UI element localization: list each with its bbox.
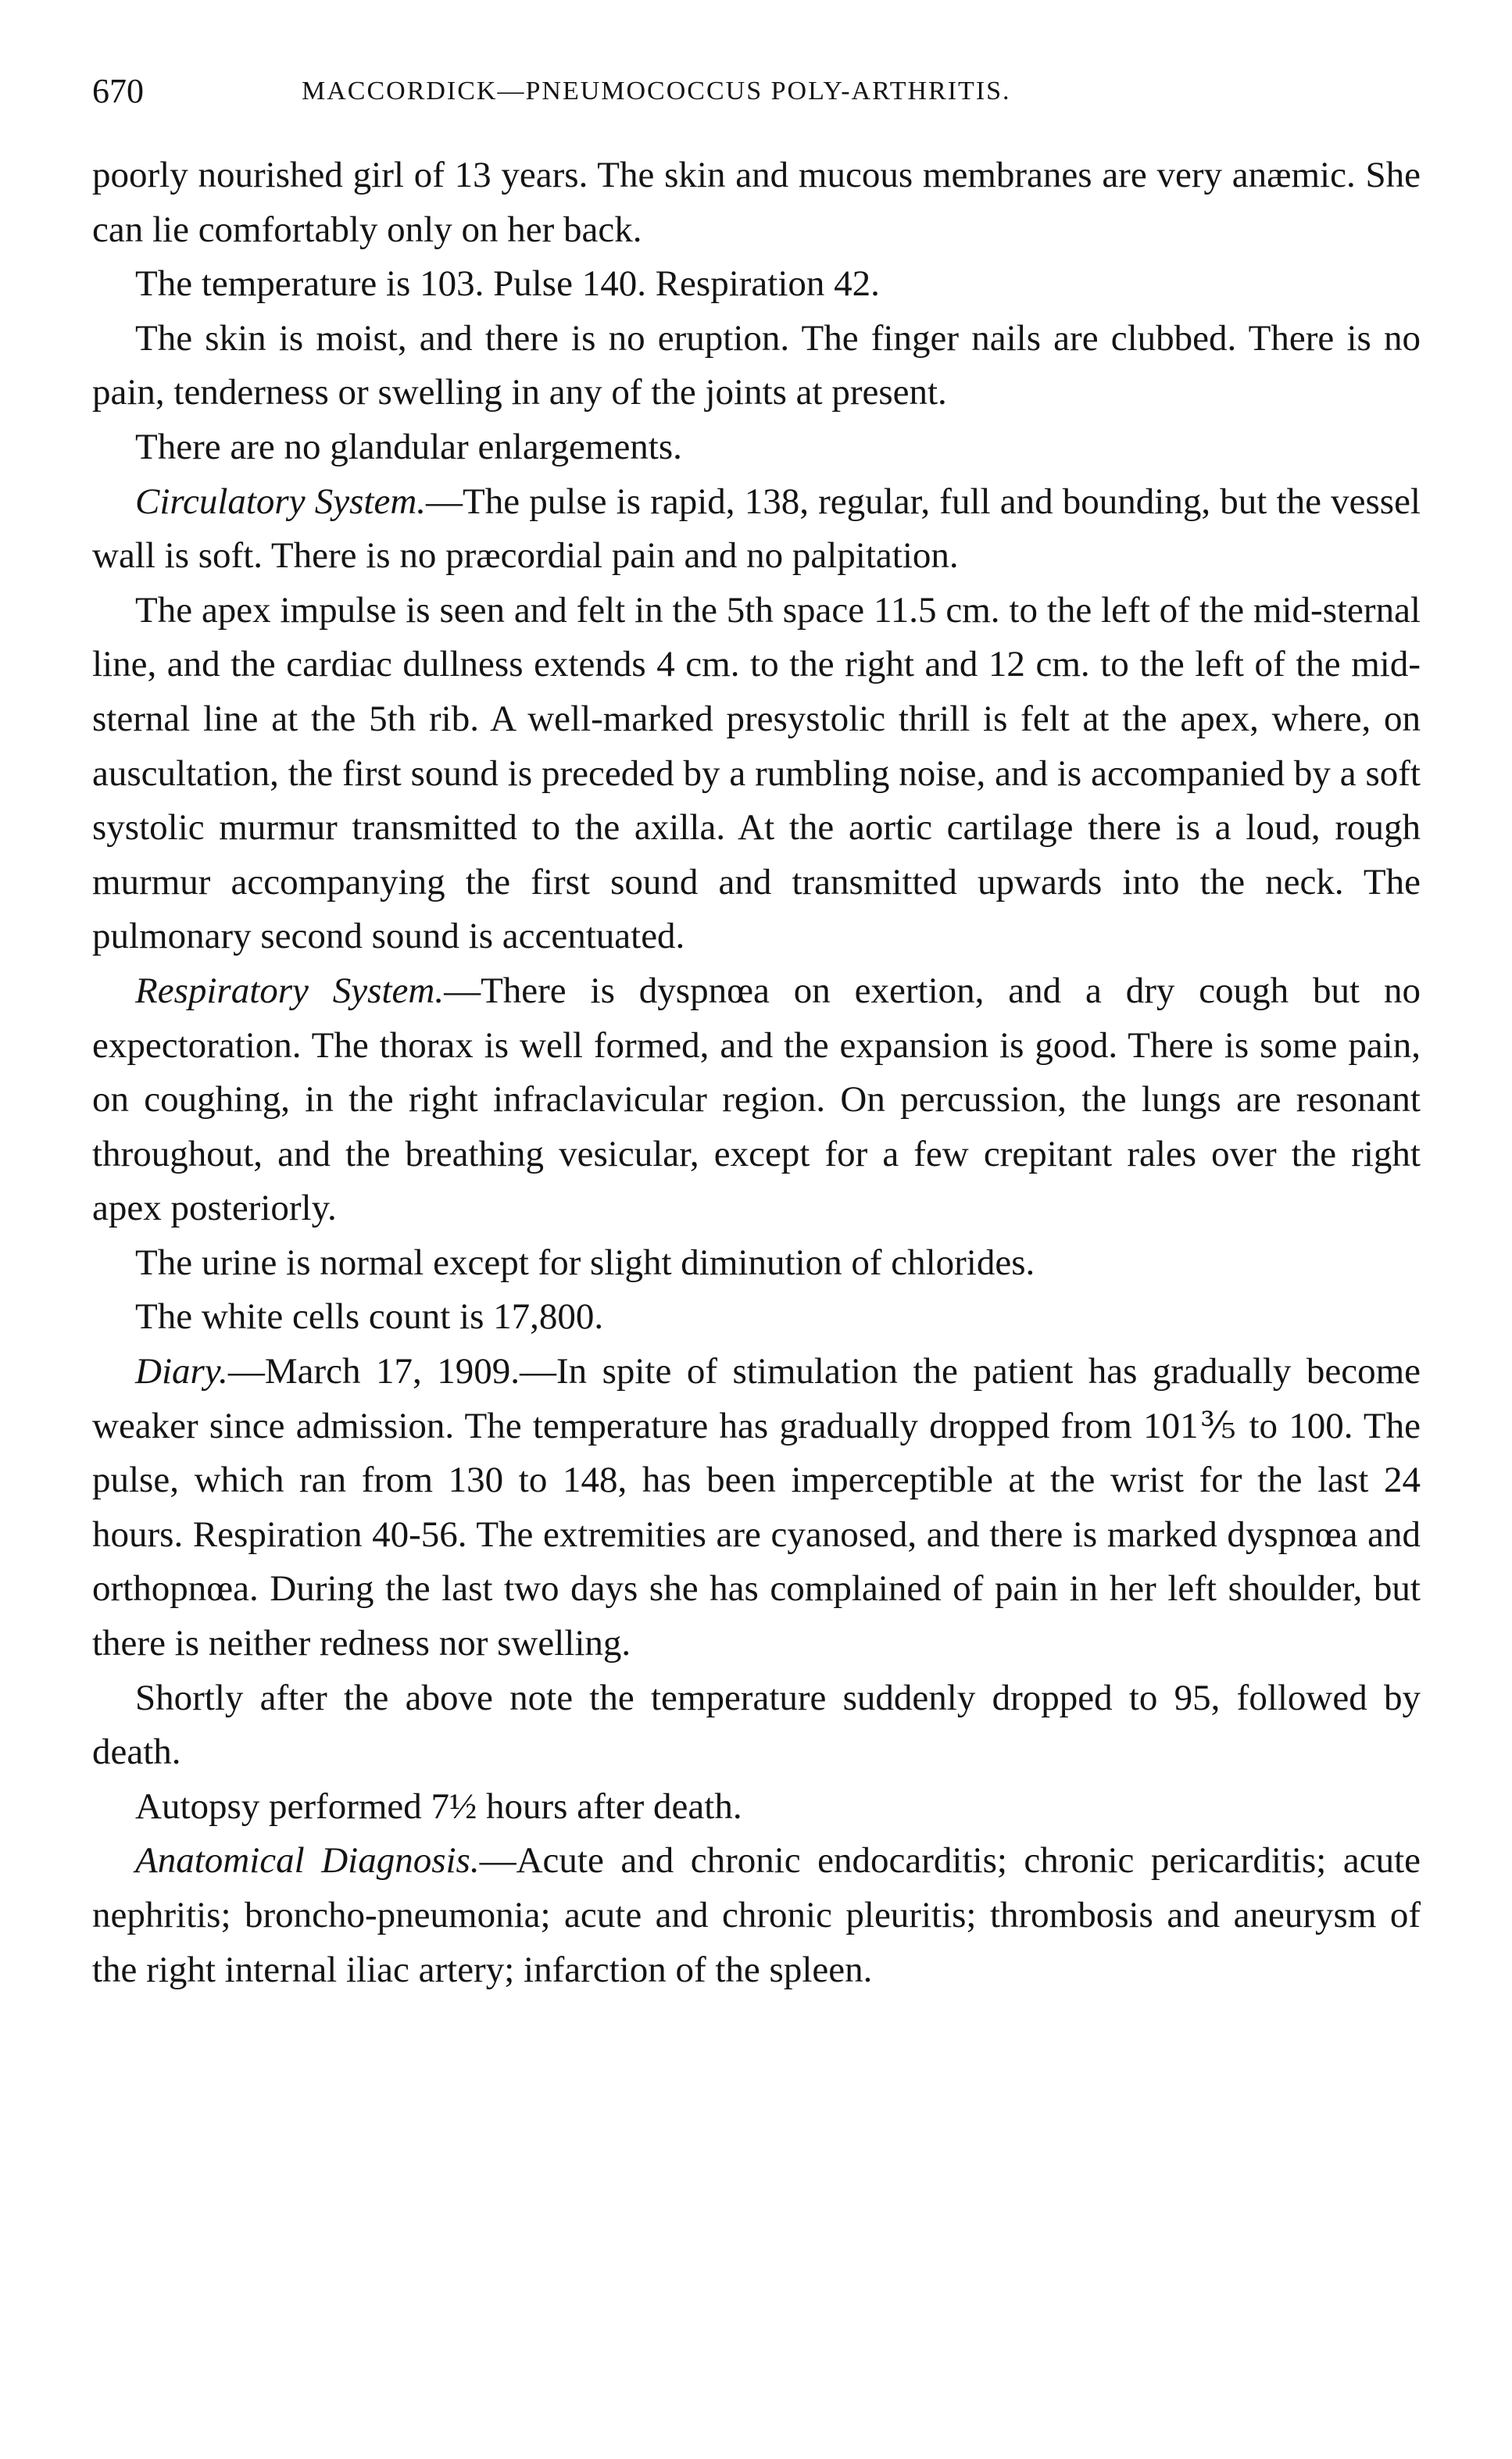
- paragraph: Respiratory System.—There is dyspnœa on exertion, and a dry cough but no expectoration. The thorax is well formed, and the expansion is good. There is some pain, on coughing, in the right infraclavicular region. On percussion, the lungs are resonant throughout, and the breathing vesicular, except for a few crepitant rales over the right apex posteriorly.: [92, 970, 1421, 1229]
- paragraph: There are no glandular enlargements.: [135, 426, 682, 467]
- page-header: [92, 64, 1421, 119]
- paragraph: Shortly after the above note the temperature suddenly dropped to 95, followed by death.: [92, 1677, 1421, 1773]
- paragraph: The white cells count is 17,800.: [135, 1296, 604, 1338]
- running-head: MACCORDICK—PNEUMOCOCCUS POLY-ARTHRITIS.: [302, 77, 1011, 105]
- paragraph: The urine is normal except for slight diminution of chlorides.: [135, 1242, 1035, 1283]
- paragraph: Diary.—March 17, 1909.—In spite of stimulation the patient has gradually become weaker since admission. The temperature has gradually dropped from 101⅗ to 100. The pulse, which ran from 130 to 148, has been imperceptible at the wrist for the last 24 hours. Respiration 40-56. The extremities are cyanosed, and there is marked dyspnœa and orthopnœa. During the last two days she has complained of pain in her left shoulder, but there is neither redness nor swelling.: [92, 1351, 1421, 1664]
- section-lead-respiratory: Respiratory System.: [135, 970, 445, 1011]
- section-lead-anatomical: Anatomical Diagnosis.: [135, 1840, 480, 1882]
- section-lead-diary: Diary.: [135, 1351, 228, 1392]
- paragraph: Anatomical Diagnosis.—Acute and chronic endocarditis; chronic pericarditis; acute nephritis; broncho-pneumonia; acute and chronic pleuritis; thrombosis and aneurysm of the right internal iliac artery; infarction of the spleen.: [92, 1840, 1421, 1990]
- page-number: 670: [92, 72, 144, 110]
- paragraph: Circulatory System.—The pulse is rapid, 138, regular, full and bounding, but the vessel wall is soft. There is no præcordial pain and no palpitation.: [92, 481, 1421, 577]
- paragraph: The apex impulse is seen and felt in the 5th space 11.5 cm. to the left of the mid-sternal line, and the cardiac dullness extends 4 cm. to the right and 12 cm. to the left of the mid-sternal line at the 5th rib. A well-marked presystolic thrill is felt at the apex, where, on auscultation, the first sound is preceded by a rumbling noise, and is accompanied by a soft systolic murmur transmitted to the axilla. At the aortic cartilage there is a loud, rough murmur accompanying the first sound and transmitted upwards into the neck. The pulmonary second sound is accentuated.: [92, 589, 1421, 957]
- document-page: [92, 0, 1421, 2459]
- paragraph: The skin is moist, and there is no eruption. The finger nails are clubbed. There is no pain, tenderness or swelling in any of the joints at present.: [92, 317, 1421, 413]
- paragraph: Autopsy performed 7½ hours after death.: [135, 1785, 742, 1827]
- paragraph: The temperature is 103. Pulse 140. Respiration 42.: [135, 263, 880, 305]
- body-text: [92, 148, 1421, 1997]
- paragraph: poorly nourished girl of 13 years. The skin and mucous membranes are very anæmic. She can lie comfortably only on her back.: [92, 155, 1421, 250]
- section-lead-circulatory: Circulatory System.: [135, 481, 427, 522]
